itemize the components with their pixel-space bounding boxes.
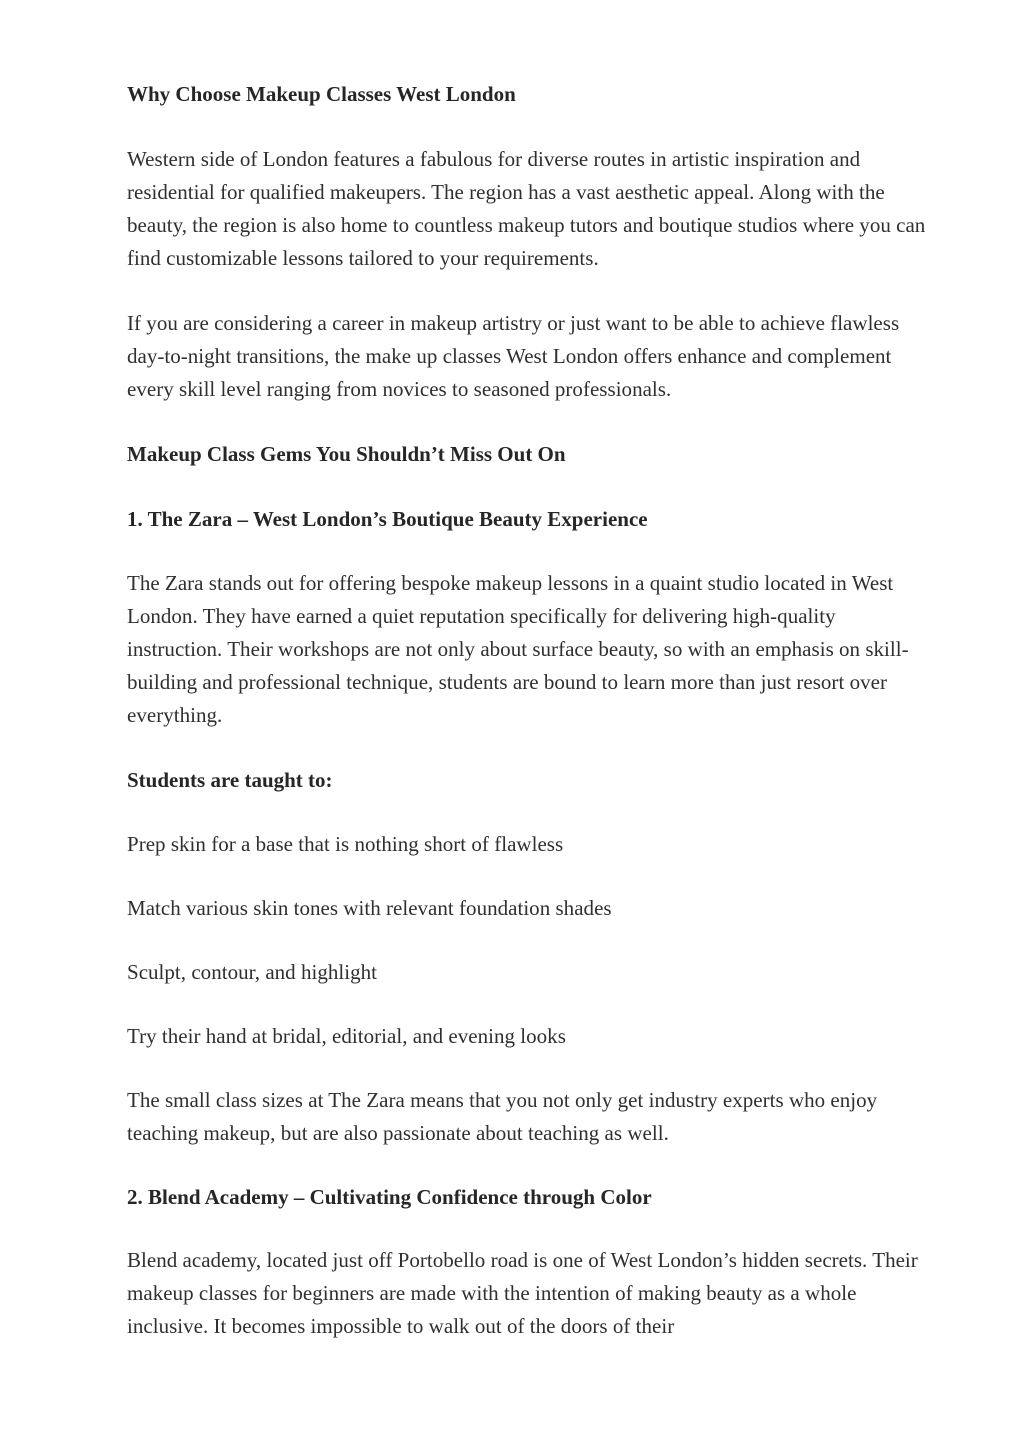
list-item-match-tones: Match various skin tones with relevant foundation shades [127, 896, 612, 920]
paragraph-blend-academy: Blend academy, located just off Portobello road is one of West London’s hidden secrets. Their makeup classes for beginners are made with the intention of making beauty as a whole inclusive. It becomes impossible to walk out of the doors of their [127, 1248, 918, 1338]
paragraph-the-zara: The Zara stands out for offering bespoke makeup lessons in a quaint studio located in West London. They have earned a quiet reputation specifically for delivering high-quality instruction. Their workshops are not only about surface beauty, so with an emphasis on skill-building and professional technique, students are bound to learn more than just resort over everything. [127, 571, 909, 727]
paragraph-west-london-intro: Western side of London features a fabulous for diverse routes in artistic inspiration and residential for qualified makeupers. The region has a vast aesthetic appeal. Along with the beauty, the region is also home to countless makeup tutors and boutique studios where you can find customizable lessons tailored to your requirements. [127, 147, 926, 270]
heading-students-taught: Students are taught to: [127, 768, 333, 792]
heading-why-choose: Why Choose Makeup Classes West London [127, 82, 516, 106]
paragraph-small-class-sizes: The small class sizes at The Zara means that you not only get industry experts who enjoy teaching makeup, but are also passionate about teaching as well. [127, 1088, 878, 1145]
heading-the-zara: 1. The Zara – West London’s Boutique Beauty Experience [127, 507, 648, 531]
paragraph-career-considering: If you are considering a career in makeup artistry or just want to be able to achieve flawless day-to-night transitions, the make up classes West London offers enhance and complement every skill level ranging from novices to seasoned professionals. [127, 311, 900, 401]
heading-class-gems: Makeup Class Gems You Shouldn’t Miss Out On [127, 442, 566, 466]
list-item-try-looks: Try their hand at bridal, editorial, and evening looks [127, 1024, 566, 1048]
list-item-prep-skin: Prep skin for a base that is nothing short of flawless [127, 832, 564, 856]
document-content [127, 78, 927, 1343]
list-item-sculpt: Sculpt, contour, and highlight [127, 960, 377, 984]
heading-blend-academy: 2. Blend Academy – Cultivating Confidence through Color [127, 1185, 652, 1209]
